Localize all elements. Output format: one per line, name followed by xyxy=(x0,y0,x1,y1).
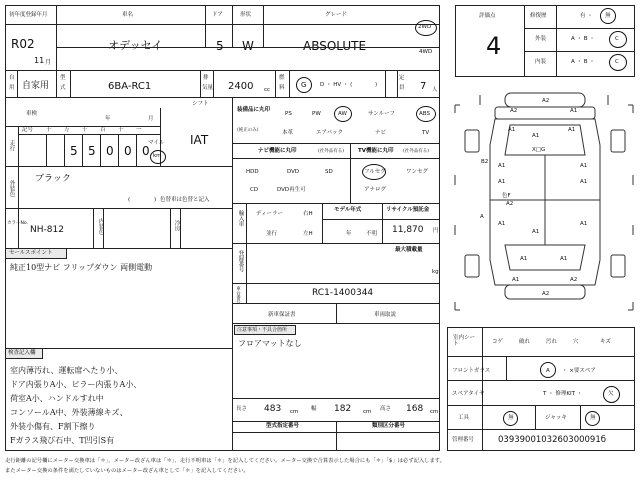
use: 自家用 xyxy=(22,81,50,91)
divider xyxy=(17,70,18,97)
sales-point-label: セールスポイント xyxy=(9,250,53,256)
eq-navi: ナビ xyxy=(375,130,387,136)
mileage-digit: 0 xyxy=(106,144,114,158)
divider xyxy=(535,405,536,429)
mileage-digit: 5 xyxy=(88,144,96,158)
use-label-a: 自 xyxy=(9,75,15,81)
notes-bottom xyxy=(232,398,440,399)
height-cm: cm xyxy=(430,409,439,415)
repair-yes: 有 ・ xyxy=(580,13,593,19)
displacement: 2400 xyxy=(228,81,254,92)
spare-label: スペアタイヤ xyxy=(452,391,485,397)
mgmt: 0393900103260300091б xyxy=(498,435,606,445)
row2-top xyxy=(56,47,440,48)
length-label: 長さ xyxy=(236,406,248,412)
remark-line: コンソールA中、外装薄線キズ、 xyxy=(10,408,128,417)
model-year-label: モデル年式 xyxy=(334,207,362,213)
divider xyxy=(556,5,557,77)
equipment-sub: (純正のみ) xyxy=(237,128,259,133)
car-damage-diagram xyxy=(450,85,638,320)
bt-line xyxy=(447,356,635,357)
fuel-close: ) xyxy=(375,82,378,88)
diagram-mark: A1 xyxy=(532,229,540,235)
interior-label: 室内シート xyxy=(453,335,476,347)
ext-c: C xyxy=(615,36,619,42)
eq-ps: PS xyxy=(285,111,292,117)
transmission: IAT xyxy=(190,133,209,147)
diagram-mark: A1 xyxy=(532,133,540,139)
model: 6BA-RC1 xyxy=(108,81,152,92)
spare-none: 欠 xyxy=(608,391,614,397)
tv-label: TV機能に丸印 xyxy=(358,148,394,154)
width: 182 xyxy=(334,404,352,414)
mgmt-label: 管理番号 xyxy=(452,437,475,443)
length: 483 xyxy=(264,404,282,414)
diagram-mark: X□G xyxy=(532,147,546,153)
remark-line: ドア内張りA小、ピラー内張りA小、 xyxy=(10,380,142,389)
diagram-mark: B2 xyxy=(481,159,489,165)
navi-hdr-line xyxy=(232,158,440,159)
score-label: 評価点 xyxy=(479,13,496,19)
mileage-label: 走行 xyxy=(8,140,15,151)
mile-unit: マイル xyxy=(148,140,165,146)
navi-bottom xyxy=(232,203,440,204)
jack: 無 xyxy=(590,415,596,421)
mileage-digit-header: 百 xyxy=(100,127,106,133)
remarks-label: 検査記入欄 xyxy=(8,350,36,356)
spare-t: T ・ 修理KIT ・ xyxy=(543,391,583,397)
eq-abs: ABS xyxy=(419,111,430,117)
shape: W xyxy=(242,39,254,53)
import-bottom xyxy=(232,243,440,244)
eq-pw: PW xyxy=(312,111,321,117)
shaken-month: 月 xyxy=(148,116,154,122)
diagram-mark: A1 xyxy=(498,221,506,227)
chassis-value: RC1-1400344 xyxy=(312,288,374,298)
diagram-mark: A1 xyxy=(498,179,506,185)
my-line xyxy=(322,219,440,220)
navi-label: ナビ機能に丸印 xyxy=(258,148,297,154)
model-label-a: 型 xyxy=(60,75,66,81)
remark-line: 外装小傷有、F割下擦り xyxy=(10,422,96,431)
disp-label-b: 気量 xyxy=(202,85,214,91)
divider xyxy=(213,70,214,97)
height: 168 xyxy=(406,404,424,414)
color-code-label: カラーNo. xyxy=(7,221,28,226)
divider xyxy=(170,208,171,248)
divider xyxy=(336,303,337,323)
navi-hdd: HDD xyxy=(246,169,259,175)
diagram-mark: A2 xyxy=(542,98,550,104)
divider xyxy=(180,208,181,248)
int-c: C xyxy=(615,59,619,65)
divider xyxy=(482,327,483,451)
fuel-rest: D ・ HV ・ ( xyxy=(320,82,353,88)
width-label: 幅 xyxy=(311,406,317,412)
drive-4wd: 4WD xyxy=(419,49,433,55)
cc-unit: cc xyxy=(264,87,271,93)
equip-bottom xyxy=(232,143,440,144)
diagram-mark: A1 xyxy=(580,221,588,227)
remark-line: 室内薄汚れ、運転席へたり小、 xyxy=(10,366,123,375)
diagram-mark: A2 xyxy=(510,108,518,114)
manual: 車両取説 xyxy=(374,312,397,318)
grade-line xyxy=(524,51,635,52)
diagram-mark: A1 xyxy=(580,163,588,169)
shift-label: シフト xyxy=(192,101,209,107)
color-value: ブラック xyxy=(35,174,71,184)
mileage-digit: 5 xyxy=(70,144,78,158)
divider xyxy=(275,70,276,97)
notes-text: フロアマットなし xyxy=(238,339,302,348)
int-color-label: 内装色 xyxy=(97,218,104,235)
tv-sub: (社外品有る) xyxy=(403,149,430,154)
divider xyxy=(506,356,507,380)
color-note-open: ( xyxy=(128,197,131,203)
warranty: 新車保証書 xyxy=(268,312,296,318)
mileage-digit-header: 記号 xyxy=(22,127,34,133)
divider xyxy=(18,208,19,248)
km-unit: km xyxy=(153,153,162,159)
navi-cd: CD xyxy=(250,187,259,193)
divider xyxy=(350,143,351,203)
tool-label: 工具 xyxy=(458,415,470,421)
equipment-label: 装備品に丸印 xyxy=(237,107,271,113)
divider xyxy=(322,203,323,243)
drive-2wd: 2WD xyxy=(418,24,432,30)
eq-aw: AW xyxy=(338,111,347,117)
divider xyxy=(200,70,201,97)
reg-bottom xyxy=(232,283,440,284)
notes-label: 注意事項・不具合箇所 xyxy=(237,327,288,333)
divider xyxy=(263,5,264,47)
color-bottom xyxy=(5,208,232,209)
mileage-digit-header: 千 xyxy=(82,127,88,133)
divider xyxy=(56,70,57,97)
height-label: 高さ xyxy=(380,406,392,412)
divider xyxy=(397,70,398,97)
grade-label: グレード xyxy=(325,12,348,18)
diagram-mark: A2 xyxy=(570,277,578,283)
model-label-b: 式 xyxy=(60,85,66,91)
bt-line xyxy=(447,429,635,430)
repair-label: 修復歴 xyxy=(530,13,547,19)
month-unit: 月 xyxy=(45,59,52,66)
digit-divider xyxy=(64,134,65,166)
fglass-a: A xyxy=(546,368,550,374)
interior-item: コゲ xyxy=(492,339,504,345)
diagram-mark: A1 xyxy=(570,108,578,114)
color-label: 外装色 xyxy=(8,180,15,197)
digits-header-line xyxy=(18,134,160,135)
fuel-g: G xyxy=(301,81,307,89)
cap-label-a: 定 xyxy=(399,75,405,81)
int-label: 内装 xyxy=(535,59,547,65)
capacity: 7 xyxy=(420,81,427,92)
import-left: 左H xyxy=(303,231,313,237)
remark-line: Fガラス飛び石中、T凹引S有 xyxy=(10,436,115,445)
recycle-value: 11,870 xyxy=(392,225,424,235)
cap-label-b: 員 xyxy=(399,85,405,91)
diagram-mark: A2 xyxy=(542,291,550,297)
door-label: ドア xyxy=(212,12,223,18)
eq-sunroof: サンルーフ xyxy=(368,111,395,117)
interior-item: 破れ xyxy=(519,339,531,345)
tv-oneseg: ワンセグ xyxy=(406,169,429,175)
mileage-bottom xyxy=(5,166,232,167)
diagram-mark: A1 xyxy=(512,277,520,283)
digit-divider xyxy=(82,134,83,166)
import-right: 右H xyxy=(303,211,313,217)
tv-fullseg: フルセグ xyxy=(364,169,386,175)
fuel-label-a: 燃 xyxy=(279,75,285,81)
footer-line-2: またメーター交換の条件を満たしていないものはメーター改ざん車として「＊」を記入してください。 xyxy=(5,468,249,474)
repair-no: 無 xyxy=(605,13,611,19)
length-cm: cm xyxy=(290,409,299,415)
divider xyxy=(246,243,247,283)
interior-item: 汚れ xyxy=(546,339,558,345)
disp-label-a: 排 xyxy=(203,75,209,81)
color-note-close: ) xyxy=(154,197,157,203)
recycle-label: リサイクル預託金 xyxy=(386,207,430,213)
grade-line xyxy=(524,28,635,29)
header-line xyxy=(5,24,440,25)
shape-label: 形状 xyxy=(240,12,252,18)
mileage-digit: 0 xyxy=(142,144,150,158)
mileage-digit-header: 一 xyxy=(136,127,142,133)
digit-divider xyxy=(100,134,101,166)
mileage-digit-header: 十 xyxy=(118,127,124,133)
divider xyxy=(103,208,104,248)
ext-ab: A ・ B ・ xyxy=(571,36,595,42)
navi-sd: SD xyxy=(325,169,333,175)
class-label: 類別区分番号 xyxy=(372,423,406,429)
jack-label: ジャッキ xyxy=(545,415,567,421)
interior-item: 穴 xyxy=(573,339,579,345)
interior-item: キズ xyxy=(600,339,611,345)
digit-divider xyxy=(118,134,119,166)
divider xyxy=(18,126,19,166)
type-line xyxy=(232,432,440,433)
maxload-label: 最大積載量 xyxy=(395,247,423,253)
first-reg-year: R02 xyxy=(11,37,35,51)
mileage-digit-header: 十 xyxy=(46,127,52,133)
sales-point-text: 純正10型ナビ フリップダウン 両側電動 xyxy=(10,263,153,272)
import-parallel: 並行 xyxy=(266,231,278,237)
fuel-label-b: 料 xyxy=(279,85,285,91)
mileage-digit: 0 xyxy=(124,144,132,158)
cold-label: 冷房 xyxy=(173,220,180,231)
diagram-mark: A1 xyxy=(568,127,576,133)
diagram-mark: A1 xyxy=(560,256,568,262)
mileage-digit-header: 万 xyxy=(64,127,70,133)
bt-line xyxy=(447,380,635,381)
divider xyxy=(580,405,581,429)
warranty-bottom xyxy=(232,323,440,324)
eq-airbag: エアバック xyxy=(316,130,344,136)
divider xyxy=(232,5,233,47)
remark-line: 荷室A小、ハンドルすれ中 xyxy=(10,394,104,403)
doors: 5 xyxy=(216,39,224,53)
bt-line xyxy=(447,405,635,406)
tool: 無 xyxy=(508,415,514,421)
grade: ABSOLUTE xyxy=(303,39,367,53)
diagram-mark: A1 xyxy=(498,163,506,169)
import-dealer: ディーラー xyxy=(256,211,284,217)
maxload-kg: kg xyxy=(432,269,439,275)
divider xyxy=(70,70,71,97)
recycle-yen: 円 xyxy=(433,228,439,234)
score: 4 xyxy=(486,32,502,60)
navi-dvd: DVD xyxy=(287,169,300,175)
color-code: NH-812 xyxy=(30,225,64,235)
fglass-label: フロントガラス xyxy=(452,368,491,374)
fglass-rest: ・ ×要スペア xyxy=(562,368,596,374)
diagram-mark: A1 xyxy=(520,256,528,262)
tv-analog: アナログ xyxy=(364,187,387,193)
color-note: 色替車は色替と記入 xyxy=(160,197,210,203)
digit-divider xyxy=(46,134,47,166)
first-reg-label: 初年度登録年月 xyxy=(9,12,48,18)
shaken-label: 車検 xyxy=(26,111,38,117)
divider xyxy=(246,203,247,243)
diagram-mark: A2 xyxy=(506,201,514,207)
digit-divider xyxy=(136,134,137,166)
divider xyxy=(385,70,386,97)
type-label: 型式指定番号 xyxy=(266,423,300,429)
first-reg-month: 11 xyxy=(34,56,45,65)
shaken-year: 年 xyxy=(105,116,111,122)
navi-dvd-play: DVD再生可 xyxy=(277,187,306,193)
use-label-b: 用 xyxy=(9,85,15,91)
divider xyxy=(336,421,337,451)
footer-line-1: 走行距離の記号欄にメーター交換車は「＊」、メーター改ざん車は「＊」、走行不明車は「＊」を記入してください。メーター交換で合算表示した場合にも「＊」「$」は必ず記入します。 xyxy=(5,458,445,464)
divider xyxy=(289,70,290,97)
row3-bottom xyxy=(5,97,440,98)
divider xyxy=(56,5,57,70)
import-label: 輸入車 xyxy=(237,210,244,227)
divider xyxy=(18,166,19,208)
diagram-mark: A xyxy=(480,214,484,220)
model-year-unknown: 不明 xyxy=(366,231,378,237)
divider xyxy=(205,5,206,47)
capacity-unit: 人 xyxy=(432,87,438,93)
diagram-mark: A1 xyxy=(508,127,516,133)
navi-sub: (社外品有る) xyxy=(318,149,345,154)
chassis-label: 車台番号 xyxy=(235,286,241,304)
ext-label: 外装 xyxy=(535,36,547,42)
divider xyxy=(524,5,525,77)
reg-label: 登録番号 xyxy=(237,250,244,272)
divider xyxy=(382,203,383,243)
car-name-label: 車名 xyxy=(122,12,134,18)
width-cm: cm xyxy=(363,409,372,415)
divider xyxy=(93,208,94,248)
eq-leather: 本革 xyxy=(282,130,294,136)
divider xyxy=(246,283,247,303)
car-name: オデッセイ xyxy=(108,39,163,52)
model-year-year: 年 xyxy=(346,231,352,237)
diagram-mark: A1 xyxy=(580,179,588,185)
eq-tv: TV xyxy=(422,130,430,136)
diagram-mark: 色F xyxy=(502,193,511,199)
int-ab: A ・ B ・ xyxy=(571,59,595,65)
